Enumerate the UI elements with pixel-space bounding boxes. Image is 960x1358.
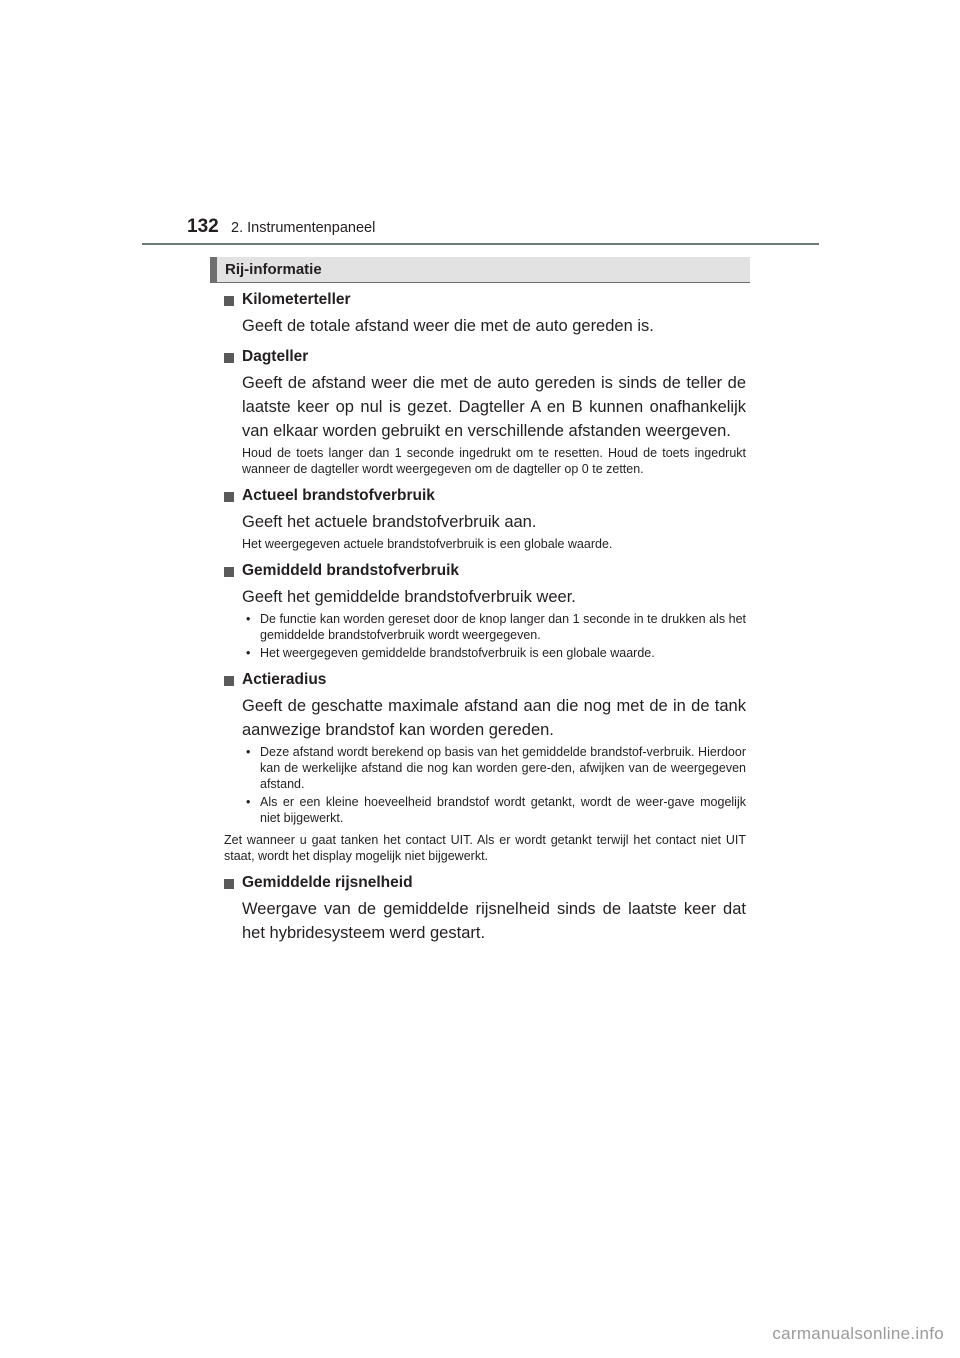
page-number: 132 [187, 216, 219, 237]
bullet-list [224, 611, 746, 661]
item-title: Kilometerteller [224, 289, 746, 311]
item-description: Geeft het gemiddelde brandstofverbruik weer. [242, 588, 576, 606]
section-heading: Rij-informatie [210, 257, 750, 283]
square-bullet-icon [224, 353, 234, 363]
item-actueel-brandstofverbruik [224, 485, 746, 552]
list-item: • De functie kan worden gereset door de knop langer dan 1 seconde in te drukken als het gemiddelde brandstofverbruik wordt weergegeven. [246, 612, 746, 642]
header-rule [142, 243, 819, 245]
content [224, 289, 746, 953]
list-item: • Als er een kleine hoeveelheid brandstof wordt getankt, wordt de weer-gave mogelijk niet bijgewerkt. [246, 795, 746, 825]
item-title: Actueel brandstofverbruik [224, 485, 746, 507]
item-description: Geeft de totale afstand weer die met de auto gereden is. [242, 317, 654, 335]
list-item: • Deze afstand wordt berekend op basis van het gemiddelde brandstof-verbruik. Hierdoor kan de werkelijke afstand die nog kan worden gere-den, afwijken van de weergegeven afstand. [246, 745, 746, 791]
item-gemiddeld-brandstofverbruik [224, 560, 746, 661]
item-title: Dagteller [224, 346, 746, 368]
square-bullet-icon [224, 492, 234, 502]
item-title: Gemiddelde rijsnelheid [224, 872, 746, 894]
square-bullet-icon [224, 567, 234, 577]
item-description: Geeft het actuele brandstofverbruik aan. [242, 513, 537, 531]
item-kilometerteller [224, 289, 746, 338]
item-title: Actieradius [224, 669, 746, 691]
item-dagteller [224, 346, 746, 477]
square-bullet-icon [224, 296, 234, 306]
item-gemiddelde-rijsnelheid [224, 872, 746, 945]
list-item: • Het weergegeven gemiddelde brandstofverbruik is een globale waarde. [246, 646, 655, 660]
square-bullet-icon [224, 676, 234, 686]
item-description: Weergave van de gemiddelde rijsnelheid sinds de laatste keer dat het hybridesysteem werd gestart. [242, 900, 746, 942]
square-bullet-icon [224, 879, 234, 889]
chapter-title: 2. Instrumentenpaneel [231, 220, 376, 236]
item-description: Geeft de afstand weer die met de auto gereden is sinds de teller de laatste keer op nul is gezet. Dagteller A en B kunnen onafhankelijk van elkaar worden gebruikt en verschillende afstanden weergeven. [242, 374, 746, 440]
item-note: Houd de toets langer dan 1 seconde ingedrukt om te resetten. Houd de toets ingedrukt wanneer de dagteller wordt weergegeven om de dagteller op 0 te zetten. [242, 446, 746, 476]
bullet-list [224, 744, 746, 826]
watermark: carmanualsonline.info [772, 1324, 944, 1343]
item-description: Geeft de geschatte maximale afstand aan die nog met de in de tank aanwezige brandstof kan worden gereden. [242, 697, 746, 739]
item-title: Gemiddeld brandstofverbruik [224, 560, 746, 582]
item-actieradius [224, 669, 746, 864]
item-note: Het weergegeven actuele brandstofverbruik is een globale waarde. [242, 537, 613, 551]
item-extra-note: Zet wanneer u gaat tanken het contact UIT. Als er wordt getankt terwijl het contact niet UIT staat, wordt het display mogelijk niet bijgewerkt. [224, 833, 746, 863]
